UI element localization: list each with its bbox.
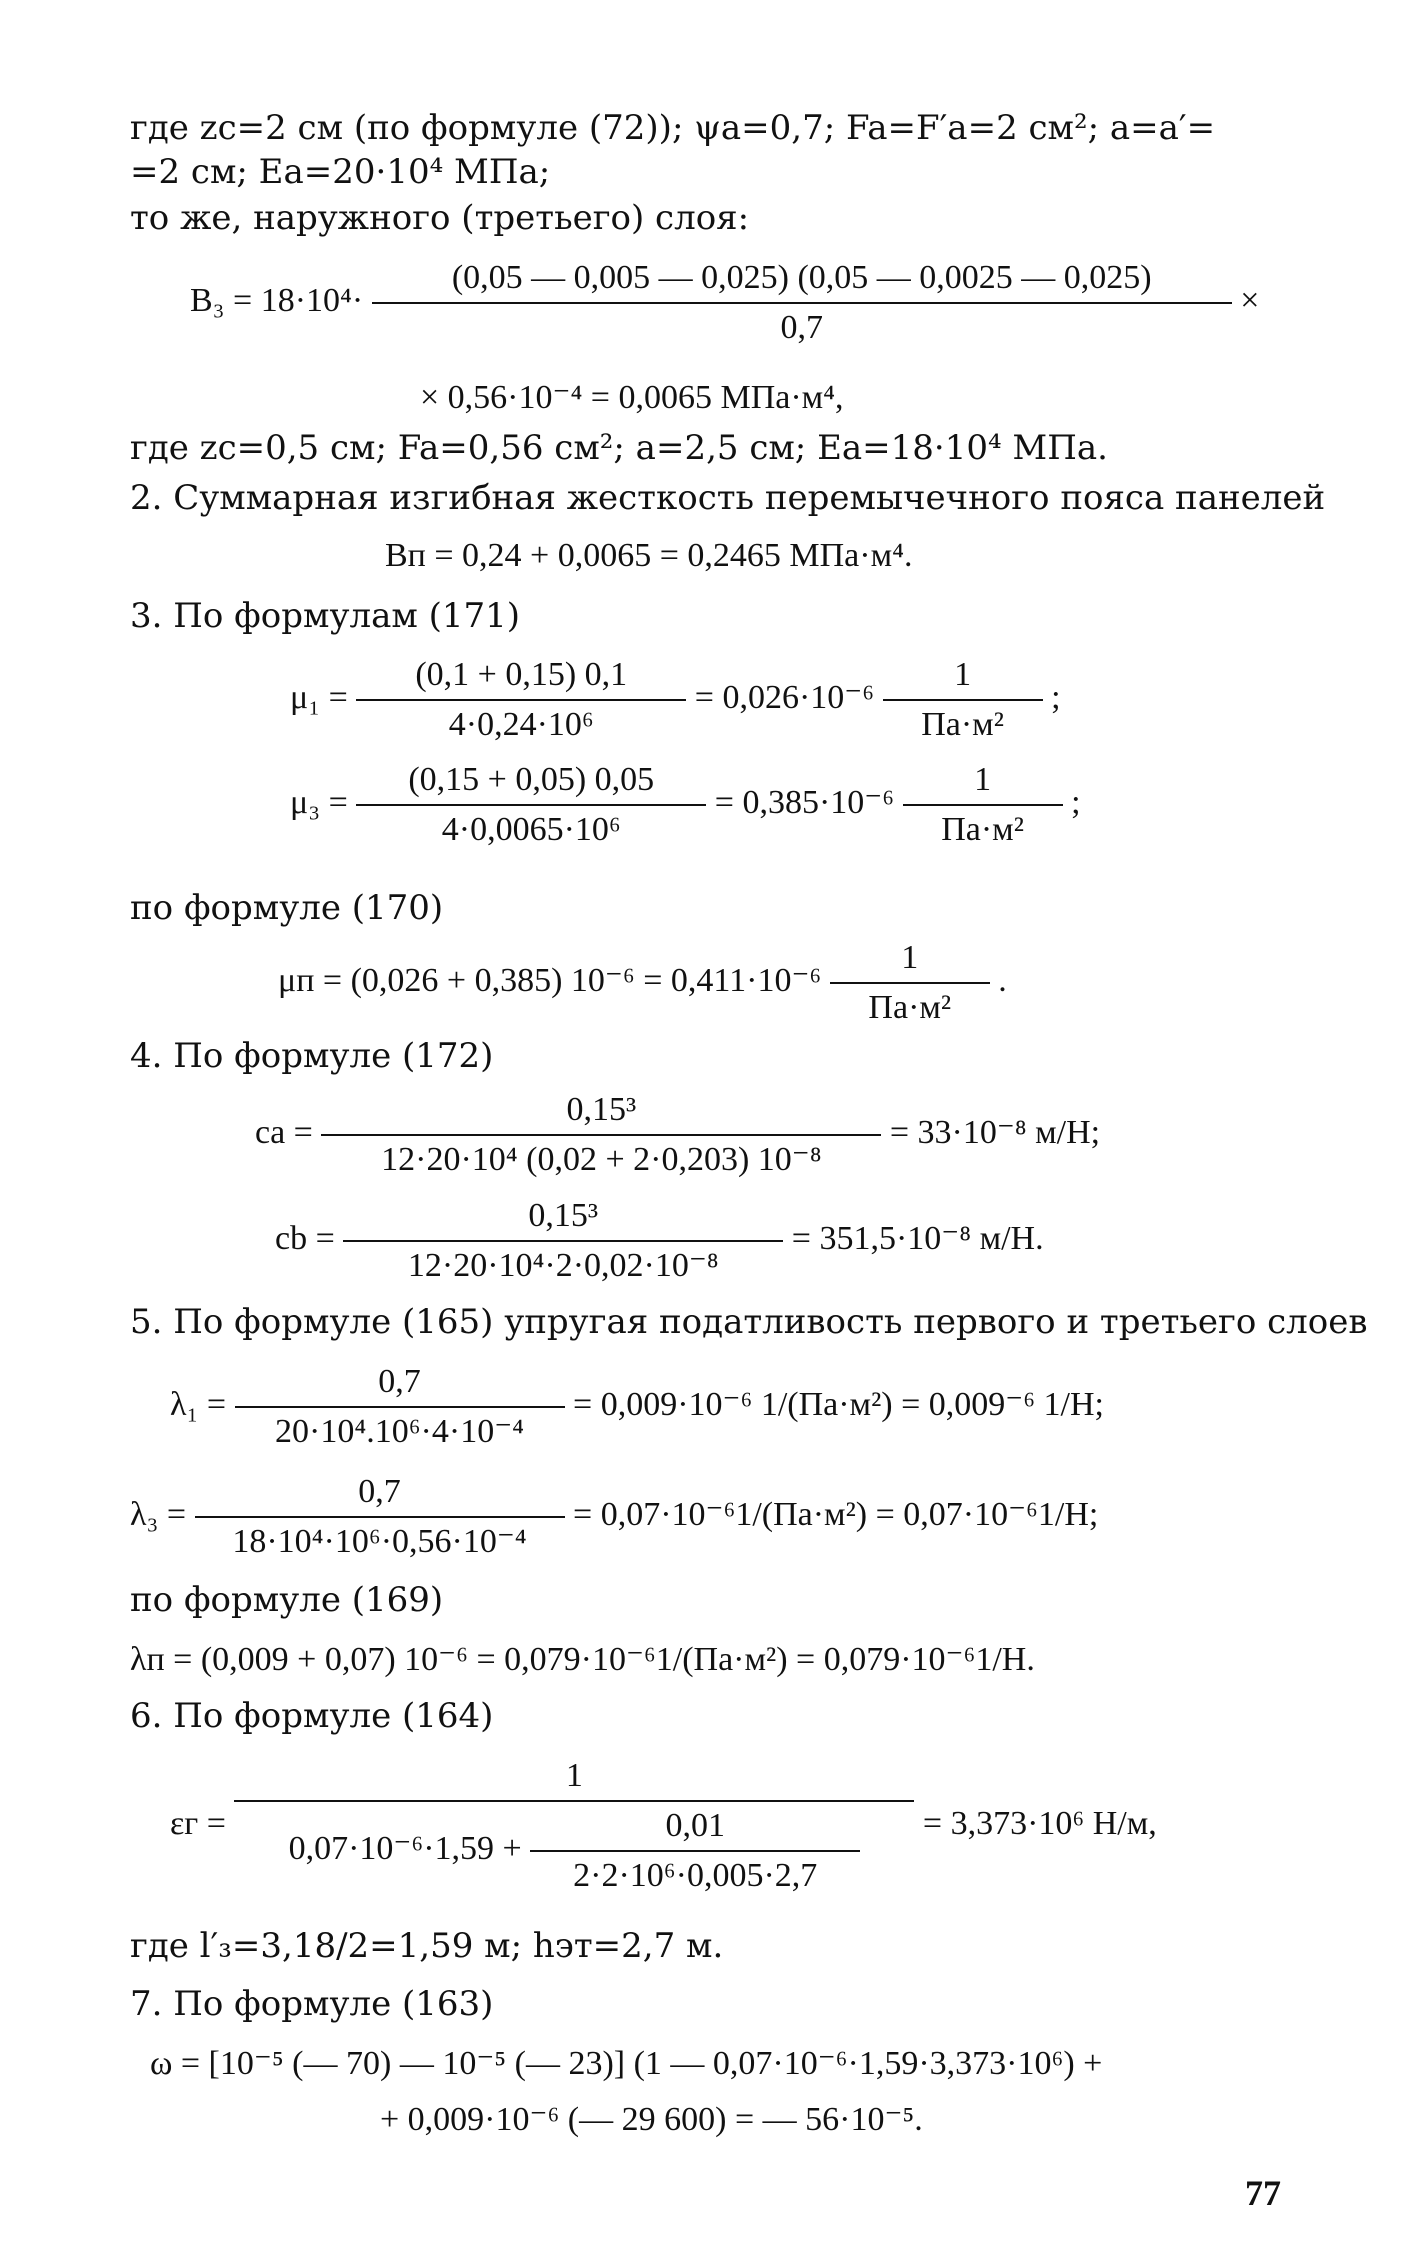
equation-mu3-unit-denominator: Па·м² — [903, 804, 1063, 850]
equation-lambda1-denominator: 20·10⁴.10⁶·4·10⁻⁴ — [235, 1406, 565, 1452]
equation-lambda-p: λп = (0,009 + 0,07) 10⁻⁶ = 0,079·10⁻⁶1/(Па·м²) = 0,079·10⁻⁶1/Н. — [130, 1641, 1035, 1678]
equation-ca-fraction — [321, 1090, 881, 1180]
equation-mu3-unit-fraction — [903, 760, 1063, 850]
text-line-4: где zc=0,5 см; Fa=0,56 см²; a=2,5 см; Ea=18·10⁴ МПа. — [130, 428, 1108, 468]
equation-mup-unit-numerator: 1 — [901, 939, 919, 976]
equation-ca-denominator: 12·20·10⁴ (0,02 + 2·0,203) 10⁻⁸ — [321, 1134, 881, 1180]
equation-lambda3 — [130, 1472, 1098, 1562]
equation-ca — [255, 1090, 1100, 1180]
equation-lambda3-numerator: 0,7 — [358, 1473, 401, 1510]
equation-lambda3-fraction — [195, 1472, 565, 1562]
equation-mu1-unit-numerator: 1 — [954, 656, 972, 693]
equation-mu1-end: ; — [1051, 678, 1061, 716]
equation-epsilon-inner-fraction — [530, 1806, 860, 1896]
equation-epsilon-fraction — [234, 1756, 914, 1896]
equation-b3-denominator: 0,7 — [372, 302, 1232, 348]
equation-omega-line-2: + 0,009·10⁻⁶ (— 29 600) = — 56·10⁻⁵. — [380, 2101, 923, 2138]
equation-lambda1-fraction — [235, 1362, 565, 1452]
equation-mu3-fraction — [356, 760, 706, 850]
equation-mup-lhs: μп = (0,026 + 0,385) 10⁻⁶ = 0,411·10⁻⁶ — [278, 961, 822, 999]
equation-ca-numerator: 0,15³ — [566, 1091, 637, 1128]
equation-mu3-lhs: μ₃ = — [290, 783, 348, 821]
equation-cb — [275, 1196, 1044, 1286]
equation-lambda1 — [170, 1362, 1104, 1452]
equation-bp: Bп = 0,24 + 0,0065 = 0,2465 МПа·м⁴. — [385, 537, 913, 574]
equation-mup-end: . — [998, 961, 1007, 999]
equation-b3-numerator: (0,05 — 0,005 — 0,025) (0,05 — 0,0025 — 0,025) — [451, 259, 1152, 296]
text-line-1: где zc=2 см (по формуле (72)); ψa=0,7; Fa=F′a=2 см²; a=a′= — [130, 108, 1216, 148]
text-line-9: 5. По формуле (165) упругая податливость первого и третьего слоев — [130, 1302, 1368, 1342]
equation-epsilon-lhs: εг = — [170, 1804, 226, 1842]
equation-lambda1-rhs: = 0,009·10⁻⁶ 1/(Па·м²) = 0,009⁻⁶ 1/Н; — [573, 1385, 1104, 1423]
equation-mu1-fraction — [356, 655, 686, 745]
text-line-6: 3. По формулам (171) — [130, 596, 521, 636]
equation-mup-unit-denominator: Па·м² — [830, 982, 990, 1028]
equation-mu3-unit-numerator: 1 — [974, 761, 992, 798]
equation-lambda3-denominator: 18·10⁴·10⁶·0,56·10⁻⁴ — [195, 1516, 565, 1562]
text-line-2: =2 см; Ea=20·10⁴ МПа; — [130, 152, 551, 192]
equation-cb-fraction — [343, 1196, 783, 1286]
equation-epsilon-inner-denominator: 2·2·10⁶·0,005·2,7 — [530, 1850, 860, 1896]
equation-epsilon-denominator-left: 0,07·10⁻⁶·1,59 + — [288, 1829, 522, 1867]
equation-b3-fraction — [372, 258, 1232, 348]
equation-epsilon-numerator: 1 — [565, 1757, 583, 1794]
equation-mu1-unit-denominator: Па·м² — [883, 699, 1043, 745]
equation-cb-numerator: 0,15³ — [528, 1197, 599, 1234]
equation-mu1-mid: = 0,026·10⁻⁶ — [694, 678, 875, 716]
equation-mu1-unit-fraction — [883, 655, 1043, 745]
equation-cb-rhs: = 351,5·10⁻⁸ м/Н. — [791, 1219, 1044, 1257]
equation-mup-unit-fraction — [830, 938, 990, 1028]
text-line-3: то же, наружного (третьего) слоя: — [130, 198, 750, 238]
equation-mu1 — [290, 655, 1061, 745]
equation-ca-lhs: ca = — [255, 1113, 313, 1151]
equation-lambda1-numerator: 0,7 — [378, 1363, 421, 1400]
equation-lambda1-lhs: λ₁ = — [170, 1385, 227, 1423]
equation-mu3-mid: = 0,385·10⁻⁶ — [714, 783, 895, 821]
equation-mu1-numerator: (0,1 + 0,15) 0,1 — [415, 656, 628, 693]
text-line-5: 2. Суммарная изгибная жесткость перемычечного пояса панелей — [130, 478, 1326, 518]
page-number: 77 — [1245, 2173, 1281, 2213]
equation-cb-lhs: cb = — [275, 1219, 335, 1257]
text-line-12: где l′₃=3,18/2=1,59 м; hэт=2,7 м. — [130, 1926, 724, 1966]
equation-omega-line-1: ω = [10⁻⁵ (— 70) — 10⁻⁵ (— 23)] (1 — 0,07·10⁻⁶·1,59·3,373·10⁶) + — [150, 2045, 1103, 2082]
text-line-8: 4. По формуле (172) — [130, 1036, 494, 1076]
equation-b3-lhs: B₃ = 18·10⁴· — [190, 281, 364, 319]
equation-lambda3-rhs: = 0,07·10⁻⁶1/(Па·м²) = 0,07·10⁻⁶1/Н; — [573, 1495, 1099, 1533]
equation-b3-continuation: × 0,56·10⁻⁴ = 0,0065 МПа·м⁴, — [420, 379, 844, 416]
text-line-13: 7. По формуле (163) — [130, 1984, 494, 2024]
equation-epsilon-rhs: = 3,373·10⁶ Н/м, — [922, 1804, 1157, 1842]
equation-mu3-end: ; — [1071, 783, 1081, 821]
equation-ca-rhs: = 33·10⁻⁸ м/Н; — [889, 1113, 1101, 1151]
text-line-10: по формуле (169) — [130, 1580, 444, 1620]
equation-epsilon-inner-numerator: 0,01 — [665, 1807, 725, 1844]
equation-b3 — [190, 258, 1259, 348]
equation-lambda3-lhs: λ₃ = — [130, 1495, 187, 1533]
text-line-11: 6. По формуле (164) — [130, 1696, 494, 1736]
equation-mu1-lhs: μ₁ = — [290, 678, 348, 716]
equation-mu3 — [290, 760, 1081, 850]
equation-mu3-denominator: 4·0,0065·10⁶ — [356, 804, 706, 850]
equation-epsilon-denominator — [234, 1800, 914, 1896]
equation-mu1-denominator: 4·0,24·10⁶ — [356, 699, 686, 745]
equation-mu3-numerator: (0,15 + 0,05) 0,05 — [408, 761, 655, 798]
equation-mup — [278, 938, 1007, 1028]
text-line-7: по формуле (170) — [130, 888, 444, 928]
equation-epsilon — [170, 1756, 1157, 1896]
equation-cb-denominator: 12·20·10⁴·2·0,02·10⁻⁸ — [343, 1240, 783, 1286]
equation-b3-times: × — [1240, 281, 1260, 319]
